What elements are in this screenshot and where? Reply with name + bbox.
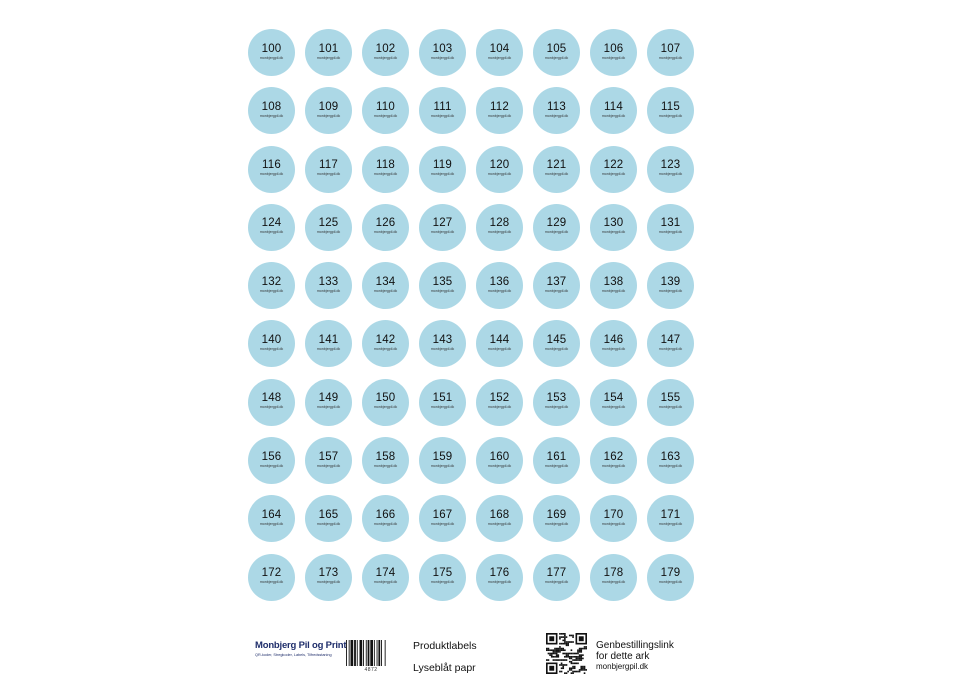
label-number: 129 [546, 217, 567, 230]
label-site: monbjergpil.dk [544, 230, 569, 235]
barcode-bars [346, 640, 396, 666]
label-site: monbjergpil.dk [544, 463, 569, 468]
label-site: monbjergpil.dk [601, 230, 626, 235]
label-site: monbjergpil.dk [487, 172, 512, 177]
qr-code-graphic [546, 633, 587, 674]
number-label [362, 554, 409, 601]
label-site: monbjergpil.dk [601, 346, 626, 351]
label-site: monbjergpil.dk [373, 405, 398, 410]
label-site: monbjergpil.dk [373, 580, 398, 585]
number-label [419, 204, 466, 251]
label-number: 135 [432, 275, 453, 288]
label-site: monbjergpil.dk [658, 288, 683, 293]
number-label [590, 495, 637, 542]
label-number: 137 [546, 275, 567, 288]
number-label [533, 379, 580, 426]
label-number: 142 [375, 333, 396, 346]
number-label [419, 495, 466, 542]
number-label [362, 379, 409, 426]
number-label [590, 437, 637, 484]
label-number: 165 [318, 508, 339, 521]
number-label [419, 437, 466, 484]
label-site: monbjergpil.dk [316, 113, 341, 118]
label-number: 152 [489, 392, 510, 405]
label-site: monbjergpil.dk [601, 463, 626, 468]
number-label [248, 554, 295, 601]
number-label [590, 320, 637, 367]
label-site: monbjergpil.dk [316, 288, 341, 293]
label-number: 174 [375, 567, 396, 580]
label-site: monbjergpil.dk [487, 288, 512, 293]
label-number: 130 [603, 217, 624, 230]
number-label [248, 495, 295, 542]
label-number: 126 [375, 217, 396, 230]
barcode [346, 640, 396, 674]
label-site: monbjergpil.dk [259, 55, 284, 60]
number-label [476, 146, 523, 193]
number-label [305, 87, 352, 134]
number-label [590, 554, 637, 601]
number-label [590, 262, 637, 309]
label-site: monbjergpil.dk [487, 230, 512, 235]
label-number: 125 [318, 217, 339, 230]
sheet-footer [0, 630, 959, 698]
label-site: monbjergpil.dk [658, 580, 683, 585]
number-label [362, 437, 409, 484]
number-label [647, 554, 694, 601]
number-label [590, 29, 637, 76]
number-label [419, 320, 466, 367]
label-number: 164 [261, 508, 282, 521]
label-site: monbjergpil.dk [544, 288, 569, 293]
label-site: monbjergpil.dk [430, 580, 455, 585]
number-label [533, 495, 580, 542]
number-label [305, 146, 352, 193]
label-number: 162 [603, 450, 624, 463]
number-label [647, 320, 694, 367]
label-number: 150 [375, 392, 396, 405]
number-label [248, 320, 295, 367]
label-number: 117 [319, 159, 338, 172]
number-label [590, 204, 637, 251]
number-label [248, 379, 295, 426]
number-label [305, 204, 352, 251]
number-label [647, 87, 694, 134]
number-label [533, 29, 580, 76]
label-site: monbjergpil.dk [601, 580, 626, 585]
label-number: 112 [490, 100, 509, 113]
label-site: monbjergpil.dk [430, 55, 455, 60]
label-site: monbjergpil.dk [316, 230, 341, 235]
label-site: monbjergpil.dk [430, 288, 455, 293]
label-number: 141 [318, 333, 339, 346]
label-site: monbjergpil.dk [658, 405, 683, 410]
number-label [305, 379, 352, 426]
label-number: 148 [261, 392, 282, 405]
label-number: 104 [489, 42, 510, 55]
number-label [248, 29, 295, 76]
label-site: monbjergpil.dk [487, 113, 512, 118]
label-site: monbjergpil.dk [373, 230, 398, 235]
label-site: monbjergpil.dk [601, 288, 626, 293]
label-number: 121 [546, 159, 567, 172]
label-site: monbjergpil.dk [259, 463, 284, 468]
label-site: monbjergpil.dk [658, 172, 683, 177]
label-site: monbjergpil.dk [259, 230, 284, 235]
label-number: 103 [432, 42, 453, 55]
label-number: 166 [375, 508, 396, 521]
number-label [647, 437, 694, 484]
number-label [305, 320, 352, 367]
label-site: monbjergpil.dk [259, 521, 284, 526]
label-number: 156 [261, 450, 282, 463]
label-site: monbjergpil.dk [316, 405, 341, 410]
label-number: 140 [261, 333, 282, 346]
label-site: monbjergpil.dk [658, 230, 683, 235]
number-label [476, 437, 523, 484]
label-number: 168 [489, 508, 510, 521]
number-label [362, 146, 409, 193]
number-label [248, 87, 295, 134]
number-label [419, 554, 466, 601]
product-type-label: Produktlabels [413, 640, 477, 652]
label-number: 122 [603, 159, 624, 172]
label-number: 120 [489, 159, 510, 172]
number-label [647, 495, 694, 542]
label-number: 105 [546, 42, 567, 55]
label-site: monbjergpil.dk [430, 230, 455, 235]
number-label [362, 495, 409, 542]
number-label [647, 204, 694, 251]
label-site: monbjergpil.dk [316, 346, 341, 351]
number-label [590, 379, 637, 426]
label-number: 147 [660, 333, 681, 346]
label-number: 115 [661, 100, 680, 113]
label-number: 153 [546, 392, 567, 405]
label-site: monbjergpil.dk [373, 346, 398, 351]
brand-tagline: QR-koder, Stregkoder, Labels, Tilfredsstaning [255, 653, 332, 657]
label-number: 131 [660, 217, 681, 230]
label-site: monbjergpil.dk [316, 521, 341, 526]
label-number: 109 [318, 100, 339, 113]
label-site: monbjergpil.dk [373, 55, 398, 60]
label-site: monbjergpil.dk [430, 113, 455, 118]
label-site: monbjergpil.dk [430, 405, 455, 410]
number-label [419, 146, 466, 193]
label-site: monbjergpil.dk [544, 405, 569, 410]
label-number: 154 [603, 392, 624, 405]
label-site: monbjergpil.dk [430, 521, 455, 526]
qr-code[interactable] [546, 633, 587, 674]
label-number: 111 [433, 100, 452, 113]
label-number: 158 [375, 450, 396, 463]
label-number: 146 [603, 333, 624, 346]
label-number: 170 [603, 508, 624, 521]
label-number: 178 [603, 567, 624, 580]
label-grid [248, 29, 694, 601]
number-label [533, 204, 580, 251]
label-number: 101 [318, 42, 339, 55]
number-label [647, 29, 694, 76]
label-number: 171 [660, 508, 681, 521]
label-site: monbjergpil.dk [658, 113, 683, 118]
label-site: monbjergpil.dk [658, 463, 683, 468]
number-label [533, 146, 580, 193]
label-number: 110 [376, 100, 395, 113]
label-number: 114 [604, 100, 623, 113]
label-number: 107 [660, 42, 681, 55]
label-number: 151 [432, 392, 453, 405]
label-site: monbjergpil.dk [658, 346, 683, 351]
label-number: 119 [433, 159, 452, 172]
number-label [476, 204, 523, 251]
label-number: 179 [660, 567, 681, 580]
label-number: 160 [489, 450, 510, 463]
label-number: 144 [489, 333, 510, 346]
label-number: 177 [546, 567, 567, 580]
number-label [305, 554, 352, 601]
label-number: 124 [261, 217, 282, 230]
label-site: monbjergpil.dk [487, 463, 512, 468]
label-site: monbjergpil.dk [259, 288, 284, 293]
number-label [305, 495, 352, 542]
label-site: monbjergpil.dk [487, 55, 512, 60]
number-label [533, 262, 580, 309]
label-number: 163 [660, 450, 681, 463]
label-site: monbjergpil.dk [430, 172, 455, 177]
number-label [476, 495, 523, 542]
label-number: 108 [261, 100, 282, 113]
number-label [419, 262, 466, 309]
label-number: 102 [375, 42, 396, 55]
number-label [362, 262, 409, 309]
number-label [305, 29, 352, 76]
label-site: monbjergpil.dk [544, 113, 569, 118]
label-site: monbjergpil.dk [544, 521, 569, 526]
label-number: 173 [318, 567, 339, 580]
number-label [248, 262, 295, 309]
label-site: monbjergpil.dk [544, 580, 569, 585]
label-number: 157 [318, 450, 339, 463]
number-label [476, 379, 523, 426]
label-site: monbjergpil.dk [601, 405, 626, 410]
number-label [476, 554, 523, 601]
label-site: monbjergpil.dk [544, 55, 569, 60]
label-site: monbjergpil.dk [601, 55, 626, 60]
label-number: 106 [603, 42, 624, 55]
number-label [590, 87, 637, 134]
number-label [419, 29, 466, 76]
label-site: monbjergpil.dk [259, 113, 284, 118]
label-number: 167 [432, 508, 453, 521]
label-number: 161 [546, 450, 567, 463]
number-label [476, 262, 523, 309]
number-label [362, 320, 409, 367]
number-label [533, 320, 580, 367]
label-site: monbjergpil.dk [259, 580, 284, 585]
label-number: 159 [432, 450, 453, 463]
number-label [476, 87, 523, 134]
number-label [647, 146, 694, 193]
label-site: monbjergpil.dk [487, 346, 512, 351]
label-site: monbjergpil.dk [259, 405, 284, 410]
number-label [647, 379, 694, 426]
label-site: monbjergpil.dk [373, 172, 398, 177]
reorder-link-text [596, 640, 674, 672]
label-number: 175 [432, 567, 453, 580]
number-label [362, 204, 409, 251]
brand-logo [255, 640, 347, 657]
label-site: monbjergpil.dk [601, 172, 626, 177]
label-site: monbjergpil.dk [259, 346, 284, 351]
label-number: 169 [546, 508, 567, 521]
label-site: monbjergpil.dk [316, 580, 341, 585]
number-label [476, 320, 523, 367]
paper-type-label: Lyseblåt papr [413, 662, 476, 674]
label-number: 134 [375, 275, 396, 288]
label-number: 138 [603, 275, 624, 288]
label-number: 116 [262, 159, 281, 172]
label-site: monbjergpil.dk [316, 55, 341, 60]
number-label [305, 262, 352, 309]
label-site: monbjergpil.dk [316, 463, 341, 468]
label-site: monbjergpil.dk [373, 463, 398, 468]
label-number: 145 [546, 333, 567, 346]
barcode-number: 4872 [364, 667, 378, 673]
label-number: 139 [660, 275, 681, 288]
label-site: monbjergpil.dk [544, 172, 569, 177]
number-label [419, 379, 466, 426]
number-label [590, 146, 637, 193]
number-label [362, 29, 409, 76]
label-site: monbjergpil.dk [373, 288, 398, 293]
reorder-site: monbjergpil.dk [596, 662, 649, 671]
label-number: 136 [489, 275, 510, 288]
number-label [533, 87, 580, 134]
number-label [533, 554, 580, 601]
label-site: monbjergpil.dk [487, 405, 512, 410]
label-site: monbjergpil.dk [373, 521, 398, 526]
label-number: 155 [660, 392, 681, 405]
label-site: monbjergpil.dk [487, 521, 512, 526]
number-label [305, 437, 352, 484]
brand-name: Monbjerg Pil og Print [255, 640, 347, 651]
number-label [647, 262, 694, 309]
label-site: monbjergpil.dk [658, 521, 683, 526]
label-site: monbjergpil.dk [487, 580, 512, 585]
label-site: monbjergpil.dk [430, 346, 455, 351]
label-number: 113 [547, 100, 566, 113]
number-label [248, 204, 295, 251]
number-label [248, 437, 295, 484]
reorder-line-2: for dette ark [596, 651, 650, 662]
label-site: monbjergpil.dk [601, 521, 626, 526]
label-site: monbjergpil.dk [544, 346, 569, 351]
label-site: monbjergpil.dk [430, 463, 455, 468]
reorder-line-1: Genbestillingslink [596, 640, 674, 651]
number-label [362, 87, 409, 134]
label-number: 133 [318, 275, 339, 288]
label-number: 123 [660, 159, 681, 172]
label-site: monbjergpil.dk [316, 172, 341, 177]
label-number: 149 [318, 392, 339, 405]
label-site: monbjergpil.dk [259, 172, 284, 177]
label-number: 132 [261, 275, 282, 288]
label-site: monbjergpil.dk [373, 113, 398, 118]
label-number: 128 [489, 217, 510, 230]
label-number: 118 [376, 159, 395, 172]
label-number: 143 [432, 333, 453, 346]
label-number: 100 [261, 42, 282, 55]
label-number: 172 [261, 567, 282, 580]
number-label [419, 87, 466, 134]
label-site: monbjergpil.dk [601, 113, 626, 118]
number-label [476, 29, 523, 76]
label-number: 176 [489, 567, 510, 580]
number-label [248, 146, 295, 193]
number-label [533, 437, 580, 484]
label-site: monbjergpil.dk [658, 55, 683, 60]
label-number: 127 [432, 217, 453, 230]
